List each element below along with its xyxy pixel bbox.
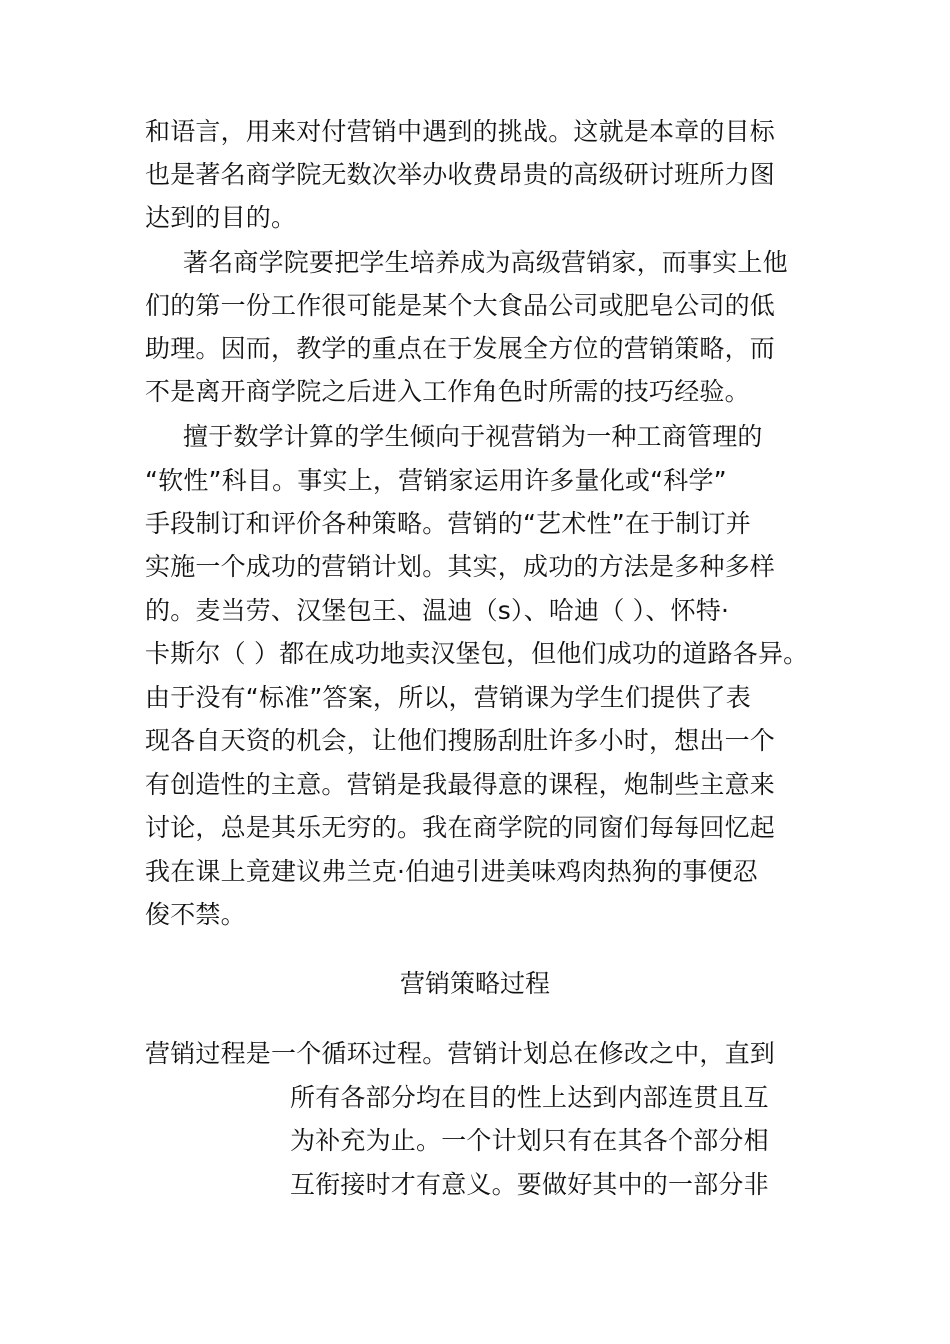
p3-line-4: 实施一个成功的营销计划。其实，成功的方法是多种多样 [145, 552, 776, 581]
p3-line-11: 我在课上竟建议弗兰克·伯迪引进美味鸡肉热狗的事便忍 [145, 857, 758, 886]
p1-line-1: 和语言，用来对付营销中遇到的挑战。这就是本章的目标 [145, 117, 776, 146]
p3-line-12: 俊不禁。 [145, 900, 246, 929]
s-line-3: 为补充为止。一个计划只有在其各个部分相 [290, 1126, 769, 1155]
p2-line-4: 不是离开商学院之后进入工作角色时所需的技巧经验。 [145, 377, 750, 406]
section-heading: 营销策略过程 [399, 969, 550, 998]
p3-line-2: “软性”科目。事实上，营销家运用许多量化或“科学” [145, 466, 727, 495]
p2-line-2: 们的第一份工作很可能是某个大食品公司或肥皂公司的低 [145, 291, 776, 320]
p2-line-1: 著名商学院要把学生培养成为高级营销家，而事实上他 [183, 248, 788, 277]
p3-line-1: 擅于数学计算的学生倾向于视营销为一种工商管理的 [183, 422, 763, 451]
p3-line-8: 现各自天资的机会，让他们搜肠刮肚许多小时，想出一个 [145, 726, 776, 755]
p3-line-9: 有创造性的主意。营销是我最得意的课程，炮制些主意来 [145, 770, 776, 799]
p3-line-6: 卡斯尔（ ）都在成功地卖汉堡包，但他们成功的道路各异。 [145, 639, 809, 668]
p3-line-10: 讨论，总是其乐无穷的。我在商学院的同窗们每每回忆起 [145, 813, 776, 842]
p2-line-3: 助理。因而，教学的重点在于发展全方位的营销策略，而 [145, 334, 776, 363]
p3-line-5: 的。麦当劳、汉堡包王、温迪（s）、哈迪（ ）、怀特· [145, 596, 730, 625]
p3-line-3: 手段制订和评价各种策略。营销的“艺术性”在于制订并 [145, 509, 751, 538]
p3-line-7: 由于没有“标准”答案，所以，营销课为学生们提供了表 [145, 683, 751, 712]
s-line-2: 所有各部分均在目的性上达到内部连贯且互 [290, 1083, 769, 1112]
p1-line-3: 达到的目的。 [145, 203, 297, 232]
p1-line-2: 也是著名商学院无数次举办收费昂贵的高级研讨班所力图 [145, 160, 776, 189]
s-line-1: 营销过程是一个循环过程。营销计划总在修改之中，直到 [145, 1039, 776, 1068]
s-line-4: 互衔接时才有意义。要做好其中的一部分非 [290, 1170, 769, 1199]
